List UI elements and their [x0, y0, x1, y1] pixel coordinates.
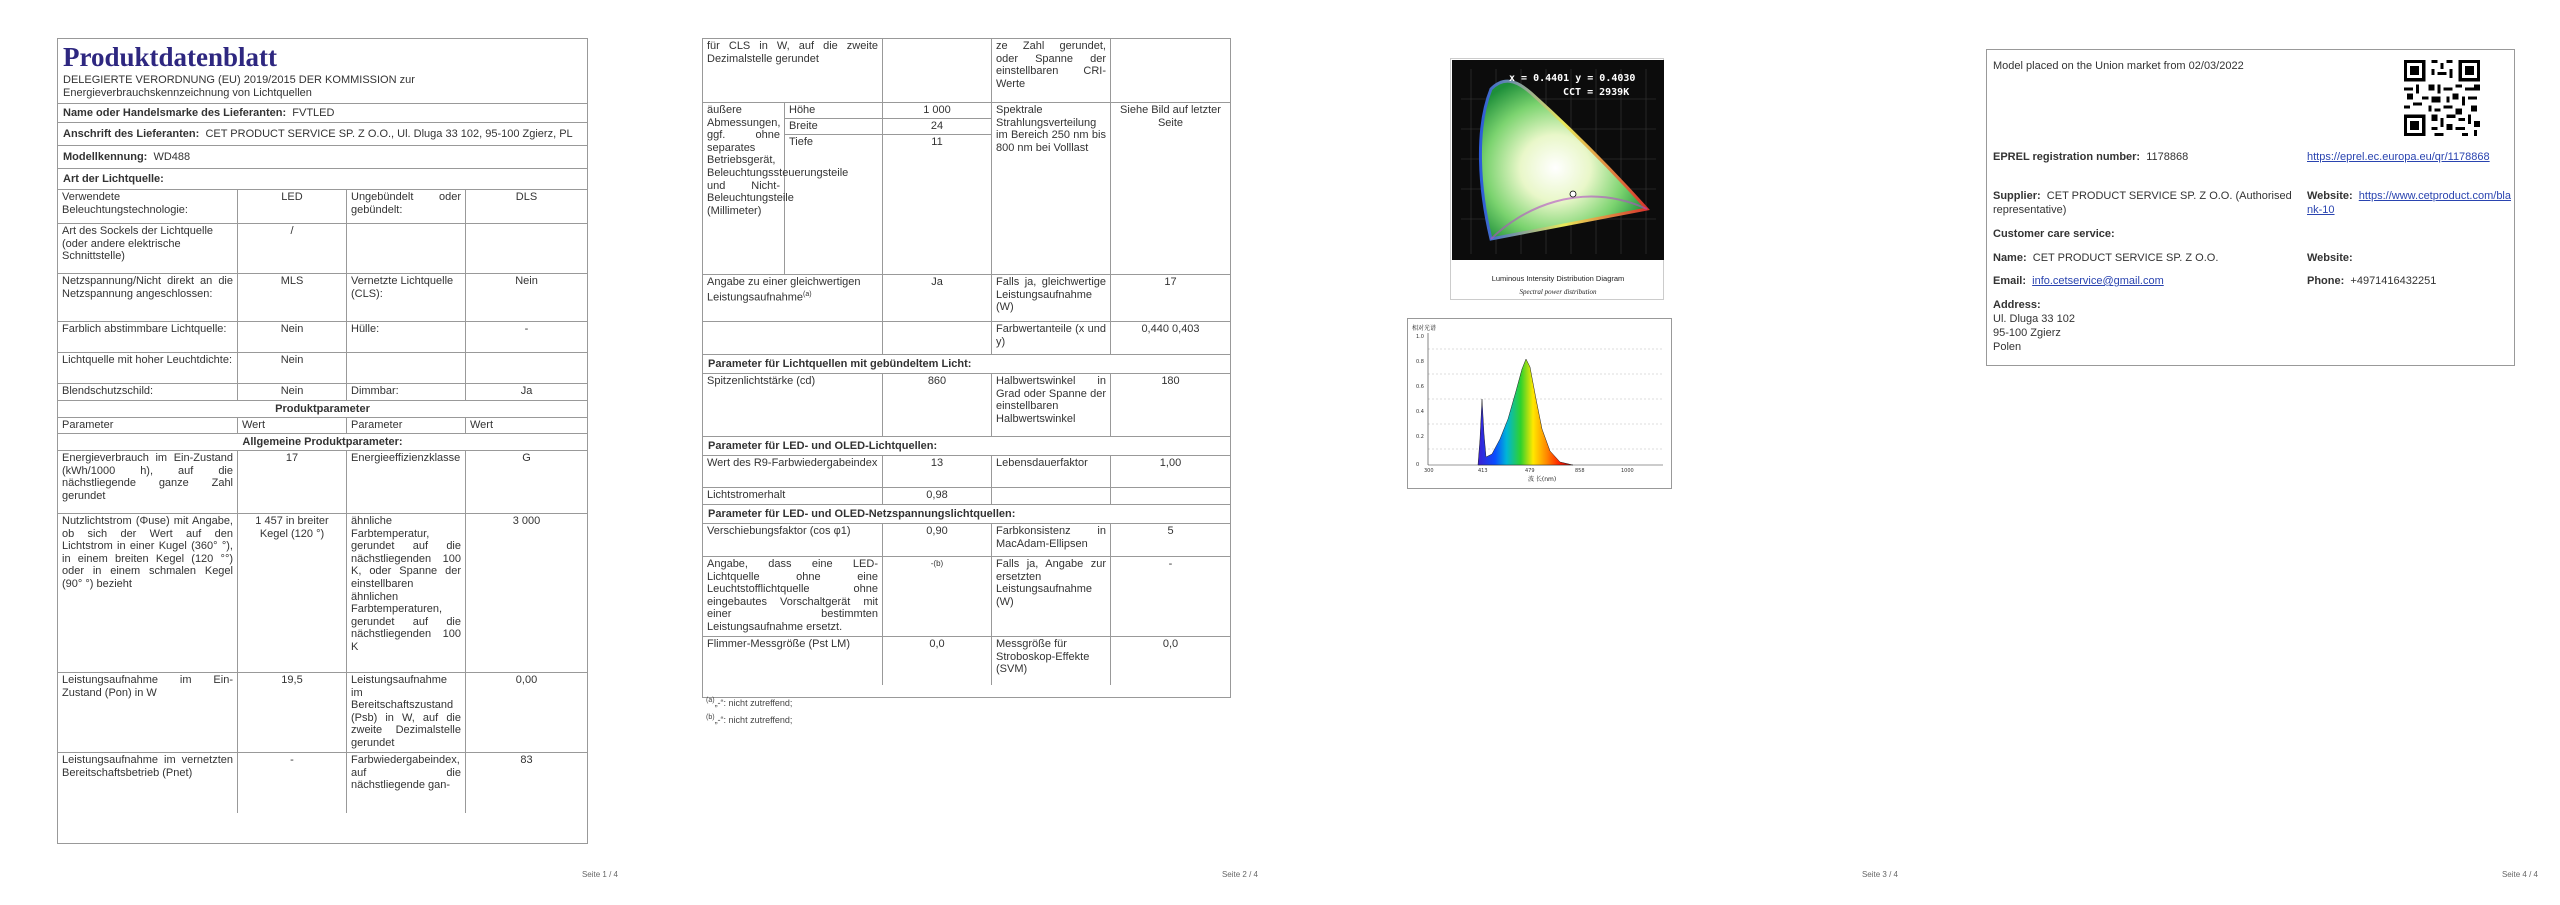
cell: Spektrale Strahlungsverteilung im Bereich 250 nm bis 800 nm bei Volllast [992, 103, 1111, 274]
care-name-row [1993, 252, 2218, 266]
cell: Messgröße für Stroboskop-Effekte (SVM) [992, 637, 1111, 685]
page-number: Seite 2 / 4 [1221, 870, 1258, 879]
cell: Breite [785, 119, 883, 134]
table-row [58, 224, 587, 274]
cell: Halbwertswinkel in Grad oder Spanne der einstellbaren Halbwertswinkel [992, 374, 1111, 436]
cell: 3 000 [512, 515, 541, 527]
svg-text:0.4: 0.4 [1416, 409, 1424, 415]
spectrum-image [1408, 319, 1673, 490]
cell [466, 224, 587, 273]
footnote-b: $^{(b)}$„-“: nicht zutreffend; [706, 714, 793, 725]
phone-label: Phone: [2307, 275, 2345, 287]
cell: 83 [520, 754, 533, 766]
table-row [703, 103, 1230, 275]
eprel-link[interactable]: https://eprel.ec.europa.eu/qr/1178868 [2307, 151, 2490, 163]
market-date: Model placed on the Union market from 02/03/2022 [1993, 60, 2244, 72]
cell [703, 322, 883, 354]
mains-heading: Parameter für LED- und OLED-Netzspannungslichtquellen: [708, 508, 1016, 520]
cell: Art des Sockels der Lichtquelle (oder andere elektrische Schnittstelle) [58, 224, 238, 273]
cell: Farbwiedergabeindex, auf die nächstliegende gan- [347, 753, 466, 813]
datasheet-table-page2 [702, 38, 1231, 698]
table-row [58, 190, 587, 224]
eprel-row [1993, 151, 2188, 165]
spectral-power-distribution-chart [1407, 318, 1672, 489]
cell: 17 [238, 451, 347, 513]
cell: Lebensdauerfaktor [992, 456, 1111, 487]
spectrum-label: 相对光谱 [1412, 325, 1437, 332]
svg-text:1000: 1000 [1621, 468, 1634, 474]
cell: 180 [1161, 375, 1180, 387]
cell: Nutzlichtstrom (Φuse) mit Angabe, ob sich der Wert auf den Lichtstrom in einer Kugel (360° °), in einem breiten Kegel (120 °°) oder in einem schmalen Kegel (90° °) bezieht [58, 514, 238, 672]
spectrum-xlabel: 波 长(nm) [1528, 476, 1557, 483]
phone-value: +4971416432251 [2350, 275, 2437, 287]
cell: 0,90 [883, 524, 992, 556]
website-link[interactable]: https://www.cetproduct.com/blank-10 [2307, 190, 2511, 216]
cell: Falls ja, Angabe zur ersetzten Leistungsaufnahme (W) [992, 557, 1111, 636]
name-value: CET PRODUCT SERVICE SP. Z O.O. [2032, 252, 2219, 264]
column-header: Parameter [58, 418, 238, 433]
cell: Energieeffizienzklasse [347, 451, 466, 513]
table-row [58, 274, 587, 322]
cell [347, 353, 466, 383]
cell: 0,0 [1162, 638, 1179, 650]
cell: Höhe [785, 103, 883, 118]
cct-readout: CCT = 2939K [1563, 87, 1630, 98]
cell: Nein [238, 353, 347, 383]
eprel-label: EPREL registration number: [1993, 151, 2141, 163]
page-number: Seite 3 / 4 [1861, 870, 1898, 879]
cell: Angabe, dass eine LED-Lichtquelle ohne eine Leuchtstofflichtquelle ohne eingebautes Vorschaltgerät mit einer bestimmten Leistungsaufnahme ersetzt. [703, 557, 883, 636]
cell: MLS [238, 274, 347, 321]
cell: Hülle: [347, 322, 466, 352]
supplier-address: CET PRODUCT SERVICE SP. Z O.O., Ul. Dluga 33 102, 95-100 Zgierz, PL [205, 128, 573, 140]
cell: Netzspannung/Nicht direkt an die Netzspannung angeschlossen: [58, 274, 238, 321]
email-link[interactable]: info.cetservice@gmail.com [2032, 275, 2164, 287]
table-row [703, 374, 1230, 437]
dimensions-label: äußere Abmessungen, ggf. ohne separates Betriebsgerät, Beleuchtungssteuerungsteile und Nicht-Beleuchtungsteile (Millimeter) [703, 103, 785, 274]
cell: 11 [931, 136, 943, 148]
table-row [703, 39, 1230, 103]
cell: Farblich abstimmbare Lichtquelle: [58, 322, 238, 352]
dimensions-subtable [785, 103, 992, 274]
svg-text:0: 0 [1416, 462, 1420, 468]
address-label: Address: [1993, 299, 2041, 311]
website-label-2: Website: [2307, 252, 2353, 264]
led-heading: Parameter für LED- und OLED-Lichtquellen: [708, 440, 938, 452]
cell: DLS [515, 191, 538, 203]
table-row [58, 673, 587, 753]
cie-readout: x = 0.4401 y = 0.4030 [1509, 73, 1636, 84]
address-line-2: 95-100 Zgierz [1993, 327, 2061, 339]
table-row [703, 557, 1230, 637]
cell: 17 [1164, 276, 1177, 288]
footnote-mark: (a) [803, 290, 812, 298]
address-line-1: Ul. Dluga 33 102 [1993, 313, 2075, 325]
website-label: Website: [2307, 190, 2353, 202]
cell: Leistungsaufnahme im Ein-Zustand (Pon) in W [58, 673, 238, 752]
column-header: Wert [470, 419, 494, 431]
page-number: Seite 4 / 4 [2501, 870, 2538, 879]
cell: Blendschutzschild: [58, 384, 238, 400]
cell: Spitzenlichtstärke (cd) [703, 374, 883, 436]
cell: Vernetzte Lichtquelle (CLS): [347, 274, 466, 321]
cell: Nein [238, 384, 347, 400]
cell: -(b) [883, 557, 992, 636]
cell: - [1168, 558, 1173, 570]
email-label: Email: [1993, 275, 2027, 287]
cell: G [522, 452, 531, 464]
supplier-address-label: Anschrift des Lieferanten: [63, 128, 200, 140]
supplier-label: Supplier: [1993, 190, 2041, 202]
product-params-heading: Produktparameter [275, 403, 370, 415]
directional-heading: Parameter für Lichtquellen mit gebündeltem Licht: [708, 358, 972, 370]
table-row [703, 275, 1230, 322]
type-heading: Art der Lichtquelle: [63, 173, 164, 185]
model-id: WD488 [153, 151, 191, 163]
table-row [58, 353, 587, 384]
column-header: Wert [238, 418, 347, 433]
cell: Lichtquelle mit hoher Leuchtdichte: [58, 353, 238, 383]
cell: Falls ja, gleichwertige Leistungsaufnahme (W) [992, 275, 1111, 321]
cell: Nein [238, 322, 347, 352]
supplier-value: CET PRODUCT SERVICE SP. Z O.O. (Authorised representative) [1993, 190, 2292, 216]
svg-text:479: 479 [1525, 468, 1535, 474]
cell: LED [238, 190, 347, 223]
supplier-name-label: Name oder Handelsmarke des Lieferanten: [63, 107, 287, 119]
table-row [58, 322, 587, 353]
svg-text:300: 300 [1424, 468, 1434, 474]
svg-text:413: 413 [1478, 468, 1488, 474]
name-label: Name: [1993, 252, 2027, 264]
cell: 0,00 [515, 674, 538, 686]
cell: Tiefe [785, 135, 883, 274]
cell: 1 457 in breiter Kegel (120 °) [238, 514, 347, 672]
cell: Leistungsaufnahme im vernetzten Bereitschaftsbetrieb (Pnet) [58, 753, 238, 813]
page-1 [0, 0, 640, 905]
cie-chromaticity-diagram [1450, 58, 1664, 300]
svg-text:858: 858 [1575, 468, 1585, 474]
cell: Angabe zu einer gleichwertigen Leistungsaufnahme [707, 276, 861, 304]
cell: 860 [883, 374, 992, 436]
cell: 0,0 [883, 637, 992, 685]
cell [883, 322, 992, 354]
cell: Ungebündelt oder gebündelt: [347, 190, 466, 223]
cell: Energieverbrauch im Ein-Zustand (kWh/1000 h), auf die nächstliegende ganze Zahl gerundet [58, 451, 238, 513]
regulation-subtitle: DELEGIERTE VERORDNUNG (EU) 2019/2015 DER KOMMISSION zur Energieverbrauchskennzeichnung von Lichtquellen [63, 74, 415, 99]
cell: Dimmbar: [347, 384, 466, 400]
phone-row [2307, 275, 2436, 289]
supplier-row [1993, 190, 2293, 217]
cell: Lichtstromerhalt [703, 488, 883, 504]
cie-caption: Luminous Intensity Distribution Diagram [1491, 274, 1625, 283]
cell: Farbwertanteile (x und y) [992, 322, 1111, 354]
table-row [703, 456, 1230, 488]
cell: für CLS in W, auf die zweite Dezimalstelle gerundet [703, 39, 883, 102]
page-title: Produktdatenblatt [63, 42, 278, 72]
svg-text:0.8: 0.8 [1416, 359, 1424, 365]
svg-text:0.6: 0.6 [1416, 384, 1424, 390]
table-row [58, 514, 587, 673]
page-2 [640, 0, 1280, 905]
cell: 0,440 0,403 [1141, 323, 1200, 335]
table-row [703, 322, 1230, 355]
cell: Ja [883, 275, 992, 321]
cell: 0,98 [883, 488, 992, 504]
cie-diagram-image [1451, 59, 1665, 301]
cell: 13 [883, 456, 992, 487]
cell: / [238, 224, 347, 273]
cell: Ja [520, 385, 533, 397]
cell: ähnliche Farbtemperatur, gerundet auf die nächstliegenden 100 K, oder Spanne der einstellbaren ähnlichen Farbtemperaturen, gerundet auf die nächstliegenden 100 K [347, 514, 466, 672]
table-row [58, 753, 587, 813]
cell: 1,00 [1159, 457, 1182, 469]
cell: Wert des R9-Farbwiedergabeindex [703, 456, 883, 487]
cell: 24 [930, 120, 944, 132]
svg-text:0.2: 0.2 [1416, 434, 1424, 440]
cell [1111, 488, 1230, 504]
table-row [703, 637, 1230, 685]
cell [883, 39, 992, 102]
cell: 1 000 [923, 104, 951, 116]
table-row [703, 524, 1230, 557]
datasheet-table-page1 [57, 38, 588, 844]
table-row [58, 451, 587, 514]
cie-subcaption: Spectral power distribution [1519, 288, 1597, 296]
cell: Leistungsaufnahme im Bereitschaftszustand (Psb) in W, auf die zweite Dezimalstelle gerundet [347, 673, 466, 752]
cell: 19,5 [238, 673, 347, 752]
footnote-a: $^{(a)}$„-“: nicht zutreffend; [706, 697, 793, 708]
cell: ze Zahl gerundet, oder Spanne der einstellbaren CRI-Werte [992, 39, 1111, 102]
eprel-number: 1178868 [2146, 151, 2189, 163]
cell [992, 488, 1111, 504]
page-number: Seite 1 / 4 [581, 870, 618, 879]
customer-care-heading: Customer care service: [1993, 228, 2115, 240]
qr-code-icon[interactable] [2404, 60, 2480, 136]
cell: Siehe Bild auf letzter Seite [1120, 104, 1221, 129]
cell: Flimmer-Messgröße (Pst LM) [703, 637, 883, 685]
cell [466, 353, 587, 383]
cell [347, 224, 466, 273]
cell [1111, 39, 1230, 102]
table-row [58, 384, 587, 401]
model-label: Modellkennung: [63, 151, 148, 163]
general-params-heading: Allgemeine Produktparameter: [242, 436, 403, 448]
cell: Farbkonsistenz in MacAdam-Ellipsen [992, 524, 1111, 556]
cell: - [238, 753, 347, 813]
email-row [1993, 275, 2164, 289]
table-row [703, 488, 1230, 505]
column-header-row [58, 418, 587, 434]
supplier-name: FVTLED [292, 107, 335, 119]
cell: Verschiebungsfaktor (cos φ1) [703, 524, 883, 556]
cell: Nein [515, 275, 538, 287]
cell: 5 [1167, 525, 1174, 537]
column-header: Parameter [347, 418, 466, 433]
address-line-3: Polen [1993, 341, 2022, 353]
svg-text:1.0: 1.0 [1416, 334, 1424, 340]
cell: Verwendete Beleuchtungstechnologie: [58, 190, 238, 223]
cell: - [524, 323, 529, 335]
